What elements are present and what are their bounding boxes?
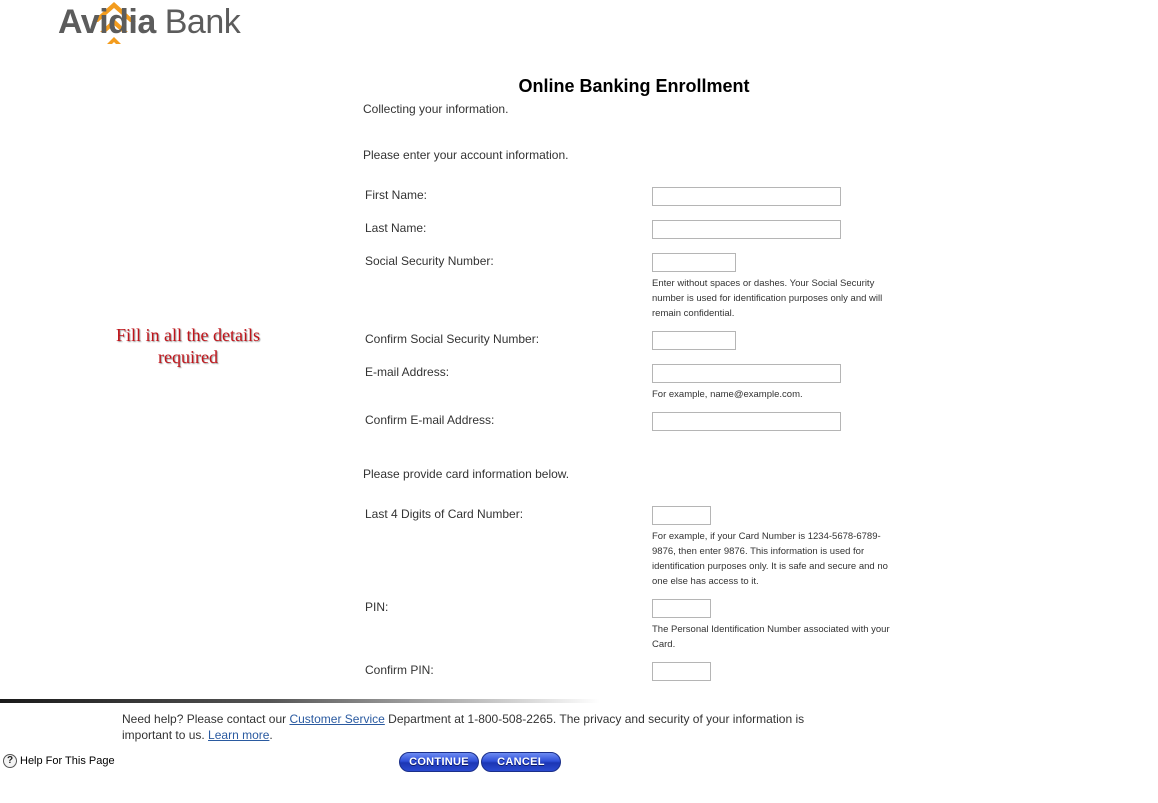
confirm-pin-input[interactable] — [652, 662, 711, 681]
logo-word-bank: Bank — [164, 3, 241, 41]
customer-service-link[interactable]: Customer Service — [289, 712, 385, 726]
last-name-input[interactable] — [652, 220, 841, 239]
ssn-input[interactable] — [652, 253, 736, 272]
card-last4-label: Last 4 Digits of Card Number: — [365, 507, 524, 521]
continue-button[interactable]: CONTINUE — [399, 752, 479, 772]
card-last4-input[interactable] — [652, 506, 711, 525]
ssn-help-text: Enter without spaces or dashes. Your Social Security number is used for identification purposes only and will remain confidential. — [652, 278, 883, 319]
footer-help-text — [122, 712, 842, 743]
card-last4-help-text: For example, if your Card Number is 1234-5678-6789-9876, then enter 9876. This information is used for identification purposes only. It is safe and secure and no one else has access to it. — [652, 531, 888, 587]
confirm-ssn-label: Confirm Social Security Number: — [365, 332, 540, 346]
footer-help-prefix: Need help? Please contact our — [122, 712, 290, 726]
cancel-button[interactable]: CANCEL — [481, 752, 561, 772]
logo-wordmark — [58, 2, 240, 42]
last-name-label: Last Name: — [365, 221, 427, 235]
confirm-email-input[interactable] — [652, 412, 841, 431]
pin-help-text: The Personal Identification Number associated with your Card. — [652, 624, 890, 650]
footer-help-suffix: . — [269, 727, 273, 742]
pin-label: PIN: — [365, 600, 389, 614]
card-info-intro: Please provide card information below. — [363, 467, 570, 481]
first-name-label: First Name: — [365, 188, 428, 202]
pin-input[interactable] — [652, 599, 711, 618]
confirm-pin-label: Confirm PIN: — [365, 663, 434, 677]
first-name-input[interactable] — [652, 187, 841, 206]
page-title: Online Banking Enrollment — [518, 76, 750, 96]
email-input[interactable] — [652, 364, 841, 383]
ssn-label: Social Security Number: — [365, 254, 494, 268]
fill-details-annotation: Fill in all the details required — [116, 325, 260, 367]
help-for-this-page-label: Help For This Page — [20, 755, 115, 767]
learn-more-link[interactable]: Learn more — [208, 727, 270, 742]
email-label: E-mail Address: — [365, 365, 450, 379]
footer-divider — [0, 699, 600, 703]
footer-help-middle: Department at 1-800-508-2265. The privacy and security of your information is important to us. — [122, 712, 805, 742]
email-help-text: For example, name@example.com. — [652, 389, 803, 400]
logo-word-avidia: Avidia — [58, 3, 156, 41]
question-circle-icon: ? — [3, 754, 17, 768]
confirm-ssn-input[interactable] — [652, 331, 736, 350]
confirm-email-label: Confirm E-mail Address: — [365, 413, 495, 427]
help-for-this-page-link[interactable] — [3, 754, 115, 768]
account-info-intro: Please enter your account information. — [363, 148, 569, 162]
page-subtitle: Collecting your information. — [363, 102, 509, 116]
